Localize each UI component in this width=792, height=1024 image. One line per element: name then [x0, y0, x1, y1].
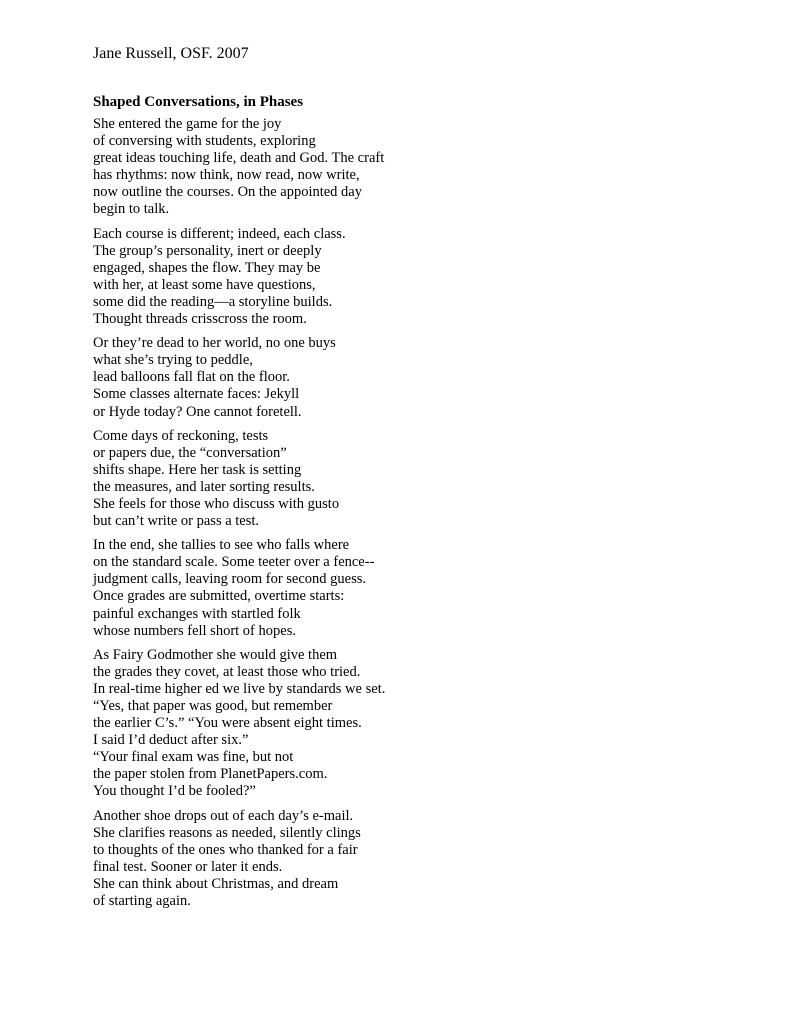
poem-line: Another shoe drops out of each day’s e-mail.	[93, 807, 354, 824]
poem-line: with her, at least some have questions,	[93, 276, 316, 293]
stanza-4	[93, 428, 753, 531]
poem-line: final test. Sooner or later it ends.	[93, 858, 283, 875]
poem-line: great ideas touching life, death and God. The craft	[93, 150, 385, 167]
poem-line: whose numbers fell short of hopes.	[93, 622, 296, 639]
poem-line: Each course is different; indeed, each class.	[93, 225, 346, 242]
poem-line: the earlier C’s.” “You were absent eight times.	[93, 715, 362, 732]
poem-line: or papers due, the “conversation”	[93, 444, 287, 461]
poem-line: Some classes alternate faces: Jekyll	[93, 386, 300, 403]
poem-title: Shaped Conversations, in Phases	[93, 94, 304, 110]
poem-line: She feels for those who discuss with gusto	[93, 495, 340, 512]
poem-line: I said I’d deduct after six.”	[93, 732, 249, 749]
poem-line: has rhythms: now think, now read, now write,	[93, 167, 360, 184]
poem-line: or Hyde today? One cannot foretell.	[93, 403, 302, 420]
poem-line: In real-time higher ed we live by standards we set.	[93, 680, 386, 697]
stanza-1	[93, 116, 753, 219]
poem-body	[93, 116, 753, 910]
poem-line: Once grades are submitted, overtime starts:	[93, 588, 345, 605]
poem-line: The group’s personality, inert or deeply	[93, 242, 322, 259]
poem-line: to thoughts of the ones who thanked for a fair	[93, 841, 358, 858]
stanza-2	[93, 226, 753, 329]
poem-line: She clarifies reasons as needed, silently clings	[93, 824, 361, 841]
poem-line: lead balloons fall flat on the floor.	[93, 369, 290, 386]
author-line: Jane Russell, OSF. 2007	[93, 45, 249, 62]
stanza-5	[93, 537, 753, 640]
poem-line: “Yes, that paper was good, but remember	[93, 698, 333, 714]
poem-line: the paper stolen from PlanetPapers.com.	[93, 766, 328, 783]
document-page	[93, 44, 753, 917]
poem-line: but can’t write or pass a test.	[93, 513, 260, 530]
poem-line: Thought threads crisscross the room.	[93, 311, 307, 328]
poem-line: on the standard scale. Some teeter over a fence--	[93, 554, 375, 571]
poem-line: In the end, she tallies to see who falls where	[93, 537, 350, 554]
poem-line: judgment calls, leaving room for second guess.	[93, 571, 367, 588]
poem-line: the grades they covet, at least those who tried.	[93, 663, 361, 680]
poem-line: the measures, and later sorting results.	[93, 478, 315, 495]
poem-line: painful exchanges with startled folk	[93, 605, 301, 622]
poem-line: She entered the game for the joy	[93, 116, 282, 132]
poem-line: of conversing with students, exploring	[93, 133, 316, 150]
poem-line: begin to talk.	[93, 201, 170, 218]
poem-line: what she’s trying to peddle,	[93, 352, 253, 369]
poem-line: As Fairy Godmother she would give them	[93, 646, 338, 663]
poem-line: of starting again.	[93, 893, 191, 910]
poem-line: You thought I’d be fooled?”	[93, 783, 256, 800]
poem-line: now outline the courses. On the appointed day	[93, 184, 362, 201]
poem-line: some did the reading—a storyline builds.	[93, 293, 333, 310]
poem-line: She can think about Christmas, and dream	[93, 875, 339, 892]
stanza-7	[93, 808, 753, 911]
poem-line: shifts shape. Here her task is setting	[93, 461, 302, 478]
stanza-3	[93, 335, 753, 420]
stanza-6	[93, 647, 753, 801]
poem-line: Come days of reckoning, tests	[93, 427, 269, 444]
poem-line: “Your final exam was fine, but not	[93, 749, 294, 766]
poem-line: Or they’re dead to her world, no one buys	[93, 335, 336, 352]
poem-line: engaged, shapes the flow. They may be	[93, 259, 321, 276]
